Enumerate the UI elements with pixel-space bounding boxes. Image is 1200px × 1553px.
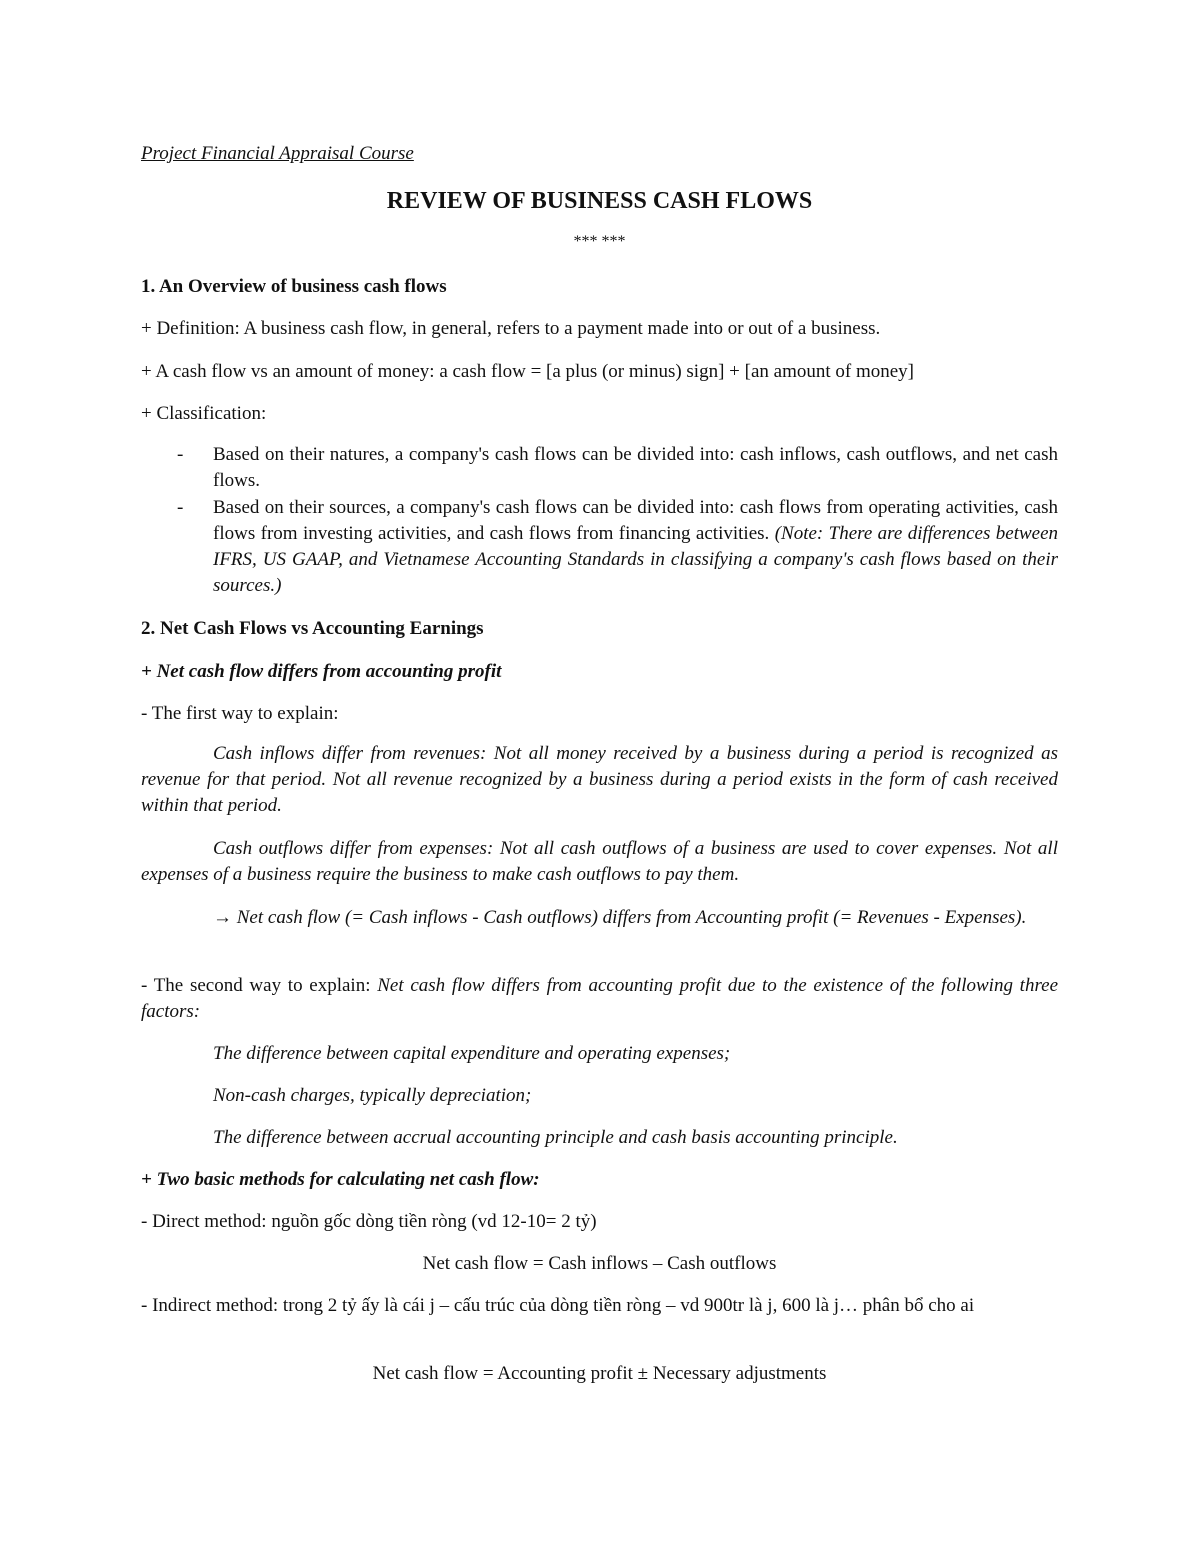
bullet-dash: - — [177, 444, 184, 465]
second-way-italic: Net cash flow differs from accounting profit due to the existence of the following three factors: — [141, 975, 1059, 1022]
title-separator: *** *** — [573, 233, 626, 250]
first-way-label: - The first way to explain: — [141, 703, 339, 724]
second-way-paragraph — [141, 973, 1058, 1025]
course-name: Project Financial Appraisal Course — [141, 143, 414, 164]
section-2-heading: 2. Net Cash Flows vs Accounting Earnings — [141, 618, 484, 639]
definition-text: + Definition: A business cash flow, in general, refers to a payment made into or out of a business. — [141, 318, 881, 339]
bullet-dash: - — [177, 497, 184, 518]
inflows-paragraph: Cash inflows differ from revenues: Not all money received by a business during a period is recognized as revenue for that period. Not all revenue recognized by a business during a period exists in the form of cash received within that period. — [141, 743, 1058, 816]
document-title: REVIEW OF BUSINESS CASH FLOWS — [386, 188, 813, 214]
factor-item: The difference between accrual accounting principle and cash basis accounting principle. — [213, 1127, 898, 1148]
outflows-paragraph: Cash outflows differ from expenses: Not all cash outflows of a business are used to cover expenses. Not all expenses of a business require the business to make cash outflows to pay them. — [141, 838, 1058, 885]
arrow-paragraph: → Net cash flow (= Cash inflows - Cash outflows) differs from Accounting profit (= Revenues - Expenses). — [213, 907, 1027, 928]
bullet-item — [141, 442, 1058, 494]
methods-subheading: + Two basic methods for calculating net cash flow: — [141, 1169, 540, 1190]
direct-method-text: - Direct method: nguồn gốc dòng tiền ròng (vd 12-10= 2 tỷ) — [141, 1211, 597, 1232]
direct-formula: Net cash flow = Cash inflows – Cash outflows — [422, 1253, 777, 1274]
cash-flow-vs-money-text: + A cash flow vs an amount of money: a cash flow = [a plus (or minus) sign] + [an amount of money] — [141, 361, 914, 382]
section-1-heading: 1. An Overview of business cash flows — [141, 276, 447, 297]
classification-label: + Classification: — [141, 403, 267, 424]
factor-item: The difference between capital expenditure and operating expenses; — [213, 1043, 731, 1064]
bullet-text: Based on their natures, a company's cash flows can be divided into: cash inflows, cash outflows, and net cash flows. — [213, 444, 1058, 491]
factor-item: Non-cash charges, typically depreciation; — [213, 1085, 532, 1106]
profit-subheading: + Net cash flow differs from accounting profit — [141, 661, 502, 682]
note-text: (Note: There are differences between IFRS, US GAAP, and Vietnamese Accounting Standards in classifying a company's cash flows based on their sources.) — [213, 523, 1059, 596]
bullet-text: Based on their sources, a company's cash flows can be divided into: cash flows from operating activities, cash flows from investing activities, and cash flows from financing activities. (Note: There are differences between IFRS, US GAAP, and Vietnamese Accounting Standards in classifying a company's cash flows based on their sources.) — [213, 497, 1059, 596]
bullet-item — [141, 495, 1058, 599]
indirect-method-text: - Indirect method: trong 2 tỷ ấy là cái j – cấu trúc của dòng tiền ròng – vd 900tr là j, 600 là j… phân bổ cho ai — [141, 1295, 975, 1316]
second-way-lead: - The second way to explain: — [141, 975, 378, 996]
indirect-formula: Net cash flow = Accounting profit ± Necessary adjustments — [372, 1363, 827, 1384]
